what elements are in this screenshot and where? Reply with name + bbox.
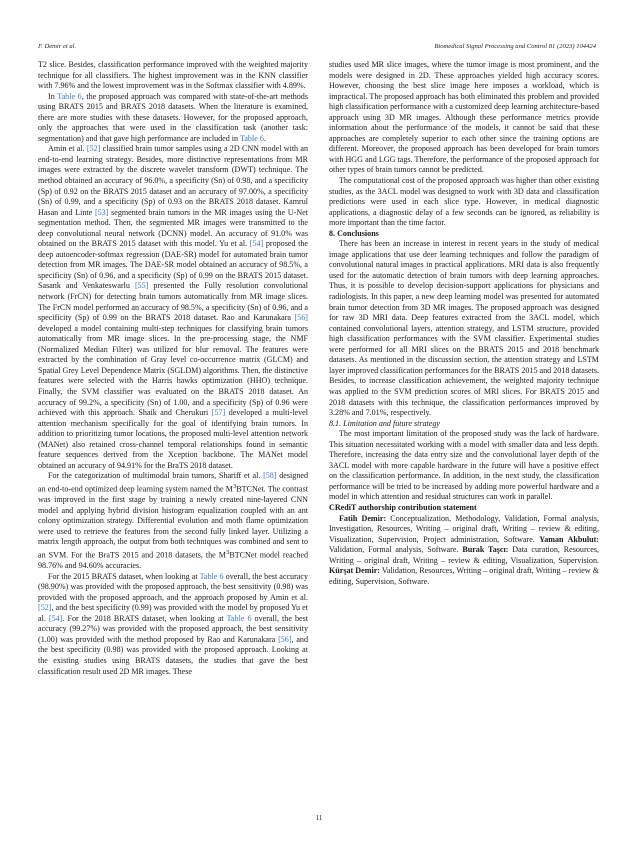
paragraph: The computational cost of the proposed approach was higher than other existing studies, as the 3ACL model was designed to work with 3D data and classification predictions were used in each slice type. However, in medical diagnostic applications, a diagnostic delay of a few seconds can be ignored, as reliability is more important than the time factor. (329, 176, 599, 228)
left-column (38, 60, 308, 677)
subsection-heading-limitations: 8.1. Limitation and future strategy (329, 418, 440, 428)
text-run: presented the Fully resolution convolutional network (FrCN) for detecting brain tumors automatically from MR image slices. The FrCN model performed an accuracy of 98.5%, a specificity (Sn) of 0.96, and a specificity (Sp) of 0.99 on the BRATS 2018 dataset. Rao and Karunakara (38, 281, 309, 323)
credit-paragraph (329, 514, 599, 588)
section-heading-credit: CRediT authorship contribution statement (329, 502, 477, 512)
paragraph: The most important limitation of the proposed study was the lack of hardware. This situation necessitated working with a model with smaller data and less depth. Therefore, increasing the data entry size and the convolutional layer depth of the 3ACL model with more capable hardware in the future will have a positive effect on the classification performance. In addition, in the next study, the classification performance will be tried to be increased by adding more powerful hardware and a model in which attention and residual structures can work in parallel. (329, 429, 599, 502)
text-run: In (48, 91, 58, 101)
right-column (329, 60, 599, 587)
author-name: Fatih Demir: (339, 513, 387, 523)
table-6-link[interactable]: Table 6 (199, 571, 224, 581)
table-6-link[interactable]: Table 6 (239, 133, 264, 143)
citation-link-54[interactable]: [54] (249, 239, 264, 249)
text-run: , and the best specificity (0.99) was provided with the model by proposed Yu et al. (38, 603, 308, 623)
section-heading-conclusions: 8. Conclusions (329, 228, 379, 238)
paragraph (38, 144, 308, 471)
author-name: Kürşat Demir: (329, 566, 380, 576)
paragraph: T2 slice. Besides, classification performance improved with the weighted majority technique for all classifiers. The highest improvement was in the KNN classifier with 7.96% and the lowest improvement was in the Softmax classifier with 4.89%. (38, 60, 308, 91)
text-run: Validation, Resources, Writing – original draft, Writing – review & editing, Supervision, Software. (329, 566, 599, 586)
table-6-link[interactable]: Table 6 (57, 91, 82, 101)
citation-link-54[interactable]: [54] (48, 613, 63, 623)
author-name: Yaman Akbulut: (539, 534, 599, 544)
citation-link-52[interactable]: [52] (38, 603, 52, 613)
text-run: Data curation, Resources, Writing – original draft, Writing – review & editing, Visualization, Supervision. (329, 545, 599, 565)
citation-link-55[interactable]: [55] (134, 281, 149, 291)
text-run: Conceptualization, Methodology, Validation, Formal analysis, Investigation, Resources, Writing – original draft, Writing – review & editing, Visualization, Supervision, Project administration, Software. (329, 513, 600, 544)
text-run: designed an end-to-end optimized deep learning system named the M (38, 471, 308, 494)
text-run: proposed the deep autoencoder-softmax regression (DAE-SR) model for automated brain tumor detection from MR images. The DAE-SR model obtained an accuracy of 98.5%, a specificity (Sn) of 0.96, and a specificity (Sp) of 0.99 on the BRATS 2015 dataset. Sasank and Venkateswarlu (38, 239, 308, 291)
paragraph (38, 572, 308, 677)
page-number: 11 (315, 814, 323, 822)
text-run: classified brain tumor samples using a 2D CNN model with an end-to-end learning strategy. Besides, more distinctive representations from MR images were extracted by the discrete wavelet transform (DWT) technique. The method obtained an accuracy of 96.0%, a specificity (Sn) of 0.98, and a specificity (Sp) of 0.92 on the BRATS 2015 dataset and an accuracy of 97.00%, a specificity (Sn) of 0.99, and a specificity (Sp) of 0.93 on the BRATS 2018 dataset. Kamrul Hasan and Linte (38, 144, 308, 217)
running-header-authors: F. Demir et al. (38, 43, 77, 50)
running-header-journal: Biomedical Signal Processing and Control 81 (2023) 104424 (434, 43, 596, 50)
table-6-link[interactable]: Table 6 (226, 613, 252, 623)
text-run: segmented brain tumors in the MR images using the U-Net segmentation method. Then, the segmented MR images were transmitted to the deep convolutional neural network (DCNN) model. An accuracy of 91.0% was obtained on the BRATS 2015 dataset with this model. Yu et al. (38, 207, 308, 249)
text-run: For the categorization of multimodal brain tumors, Shariff et al. (48, 471, 264, 481)
paragraph (38, 92, 308, 145)
text-run: overall, the best accuracy (99.27%) was provided with the proposed approach, the best sensitivity (1.00) was provided with the method proposed by Rao and Karunakara (38, 613, 308, 644)
citation-link-57[interactable]: [57] (211, 408, 226, 418)
superscript: 3 (225, 548, 230, 556)
text-run: , and the best specificity (0.98) was provided with the proposed approach. Looking at the existing studies using BRATS datasets, the studies that gave the best classification result used 2D MR images. These (38, 634, 309, 676)
paragraph: studies used MR slice images, where the tumor image is most prominent, and the models were designed in 2D. These approaches yielded high accuracy scores. However, choosing the best slice image here imposes a workload, which is impractical. The proposed approach has both eliminated this problem and provided high classification performance with a customized deep learning architecture-based approach using 3D MR images. Although these performance metrics provide information about the performance of the models, it cannot be said that these approaches are completely superior to each other since the training options are different. Moreover, the proposed approach has been developed for brain tumors with HGG and LGG tags. Therefore, the performance of the proposed approach for other types of brain tumors cannot be predicted. (329, 60, 599, 175)
superscript: 3 (232, 482, 237, 490)
text-run: , the proposed approach was compared with state-of-the-art methods using BRATS 2015 and BRATS 2018 datasets. When the literature is examined, there are more studies with these datasets. However, for the proposed approach, only the approaches that were used in the classification task (another task: segmentation) and that gave high performance are included in (38, 91, 308, 143)
citation-link-56[interactable]: [56] (278, 634, 292, 644)
text-run: developed a multi-level attention mechanism specifically for the goal of identifying brain tumors. In addition to prioritizing tumor locations, the proposed multi-level attention network (MANet) also retained cross-channel temporal relationships found in semantic feature sequences derived from the Xception backbone. The MANet model obtained an accuracy of 94.91% for the BraTS 2018 dataset. (38, 408, 308, 470)
paragraph: There has been an increase in interest in recent years in the study of medical image applications that use deer learning techniques and follow the paradigm of convolutional natural images in practical applications. MRI data is also frequently used for the automatic detection of brain tumors with deep learning approaches. Thus, it is possible to develop decision-support applications for physicians and radiologists. In this paper, a new deep learning model was presented for automated brain tumor detection from 3D MR images. The proposed approach was designed for raw 3D MRI data. Deep features extracted from the 3ACL model, which contained convolutional layers, attention strategy, and LSTM structure, provided high classification performances with the SVM classifier. Experimental studies were performed for all MRI slices on the BRATS 2015 and 2018 benchmark datasets. As mentioned in the discussion section, the attention strategy and LSTM layer improved classification performances for the BRATS 2015 and 2018 datasets. Besides, to increase classification achievement, the weighted majority technique was applied to the SVM prediction scores of MRI slices. For BRATS 2015 and 2018 datasets with this technique, the classification performances improved by 3.28% and 7.01%, respectively. (329, 239, 599, 418)
citation-link-53[interactable]: [53] (94, 207, 109, 217)
text-run: For the 2015 BRATS dataset, when looking at (48, 571, 200, 581)
text-run: overall, the best accuracy (98.90%) was provided with the proposed approach, the best sensitivity (0.98) was provided with the proposed approach, and the approach proposed by Amin et al. (38, 571, 309, 602)
text-run: BTCNet model reached 98.76% and 94.60% accuracies. (38, 550, 309, 571)
text-run: . (263, 133, 266, 143)
citation-link-58[interactable]: [58] (263, 471, 277, 481)
text-run: Validation, Formal analysis, Software. (329, 545, 463, 555)
text-run: Amin et al. (48, 144, 87, 154)
citation-link-56[interactable]: [56] (294, 313, 308, 323)
text-run: . For the 2018 BRATS dataset, when looking at (62, 613, 227, 623)
citation-link-52[interactable]: [52] (86, 144, 101, 154)
text-run: BTCNet. The contrast was improved in the first stage by training a newly created nine-layered CNN model and applying hybrid division histogram equalization coupled with an ant colony optimization strategy. Differential evolution and moth flame optimization were used to retrieve the features from the second fully linked layer. Utilizing a matrix length approach, the output from both techniques was combined and sent to an SVM. For the BraTS 2015 and 2018 datasets, the M (38, 484, 308, 560)
paragraph (38, 471, 308, 571)
text-run: developed a model containing multi-step techniques for classifying brain tumors automatically from MR image slices. In the pre-processing stage, the NMF (Normalized Median Filter) was utilized for blur removal. The features were extracted by the combination of Gray level co-occurrence matrix (GLCM) and Spatial Grey Level Dependence Matrix (SGLDM) algorithms. Then, the distinctive features were selected with the Harris hawks optimization (HHO) technique. Finally, the SVM classifier was evaluated on the BRATS 2018 dataset. An accuracy of 99.2%, a specificity (Sn) of 1.00, and a specificity (Sp) of 0.96 were achieved with this approach. Shaik and Cherukuri (38, 323, 308, 418)
author-name: Burak Taşcı: (462, 545, 509, 555)
